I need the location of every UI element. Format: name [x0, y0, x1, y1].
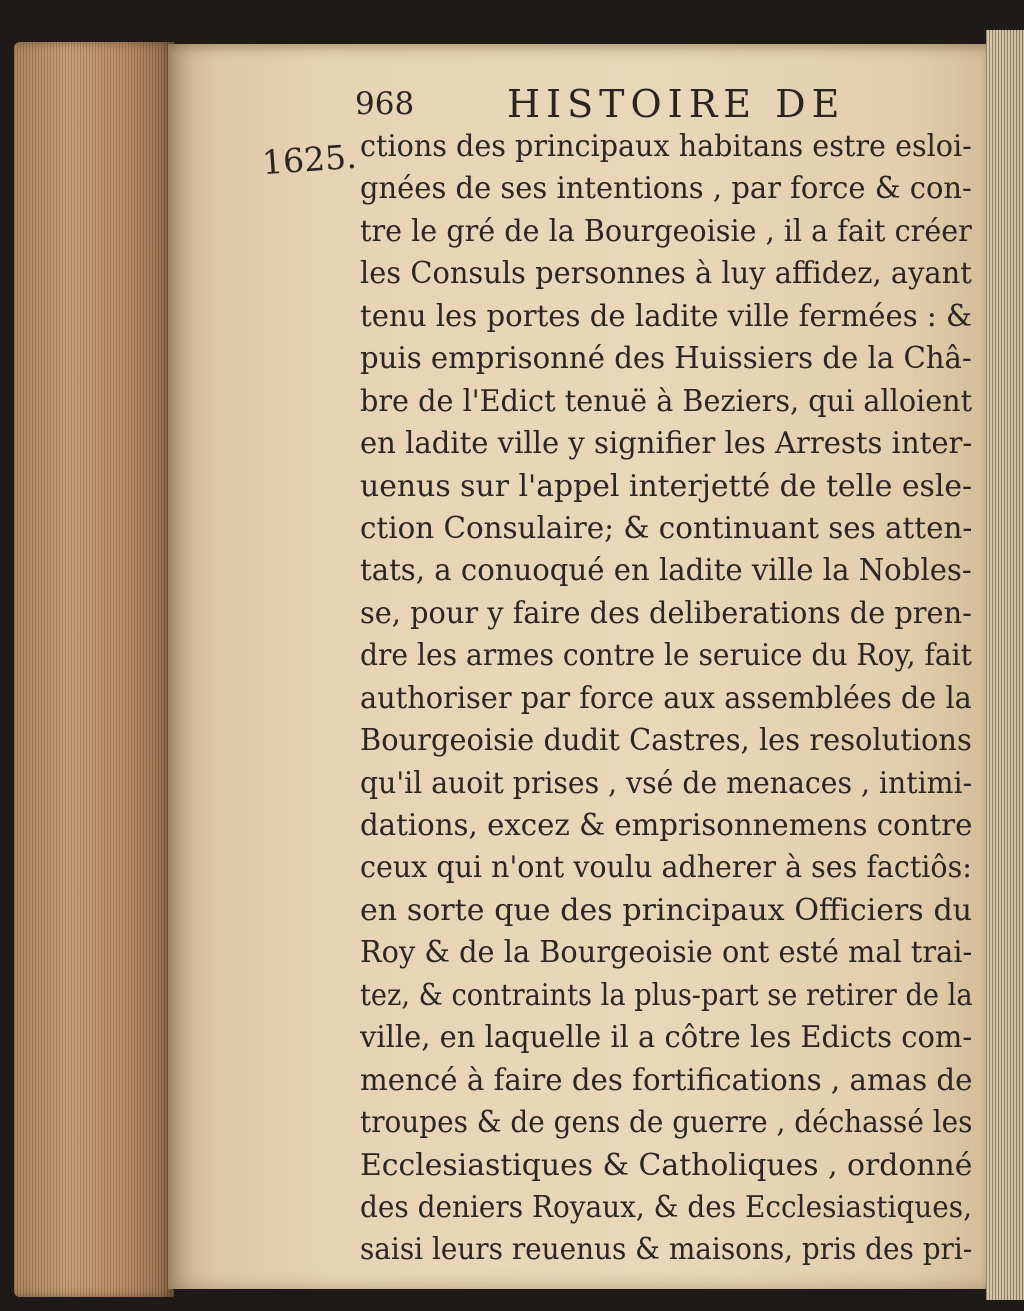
body-text: [360, 126, 972, 1272]
text-line: tre le gré de la Bourgeoisie , il a fait créer: [360, 213, 972, 249]
text-line: gnées de ses intentions , par force & con-: [360, 171, 972, 207]
text-line: puis emprisonné des Huissiers de la Châ-: [360, 341, 972, 377]
text-line: ctions des principaux habitans estre esloi-: [360, 129, 972, 164]
text-line: en ladite ville y signifier les Arrests inter-: [360, 426, 973, 462]
text-line: uenus sur l'appel interjetté de telle esle-: [360, 468, 973, 504]
margin-year-note: 1625.: [260, 136, 358, 183]
text-line: en sorte que des principaux Officiers du: [360, 892, 972, 928]
text-line: les Consuls personnes à luy affidez, ayant: [360, 256, 972, 292]
text-line: Ecclesiastiques & Catholiques , ordonné: [360, 1147, 973, 1183]
text-line: troupes & de gens de guerre , déchassé les: [360, 1105, 973, 1141]
text-line: tats, a conuoqué en ladite ville la Nobles-: [360, 553, 972, 589]
running-title: HISTOIRE DE: [507, 82, 846, 126]
text-line: dations, excez & emprisonnemens contre: [360, 808, 973, 843]
text-line: des deniers Royaux, & des Ecclesiastiques,: [360, 1189, 972, 1225]
text-line: ction Consulaire; & continuant ses atten-: [360, 510, 973, 546]
text-line: bre de l'Edict tenuë à Beziers, qui alloient: [360, 383, 973, 419]
page-stack-edge: [986, 30, 1024, 1300]
book-fore-edge: [14, 42, 174, 1297]
text-line: qu'il auoit prises , vsé de menaces , intimi-: [360, 765, 973, 801]
text-line: Roy & de la Bourgeoisie ont esté mal trai-: [360, 935, 973, 971]
text-line: mencé à faire des fortifications , amas de: [360, 1062, 973, 1098]
page-number: 968: [355, 86, 415, 122]
text-line: ville, en laquelle il a côtre les Edicts com-: [360, 1020, 973, 1056]
text-line: se, pour y faire des deliberations de pren-: [360, 595, 972, 631]
text-line: ceux qui n'ont voulu adherer à ses factiôs:: [360, 850, 972, 886]
text-line: saisi leurs reuenus & maisons, pris des pri-: [360, 1232, 973, 1268]
text-line: tenu les portes de ladite ville fermées : &: [360, 298, 972, 334]
text-line: dre les armes contre le seruice du Roy, fait: [360, 638, 972, 674]
text-line: authoriser par force aux assemblées de la: [360, 680, 972, 716]
text-line: tez, & contraints la plus-part se retirer de la: [360, 977, 973, 1013]
text-line: Bourgeoisie dudit Castres, les resolutions: [360, 723, 972, 759]
